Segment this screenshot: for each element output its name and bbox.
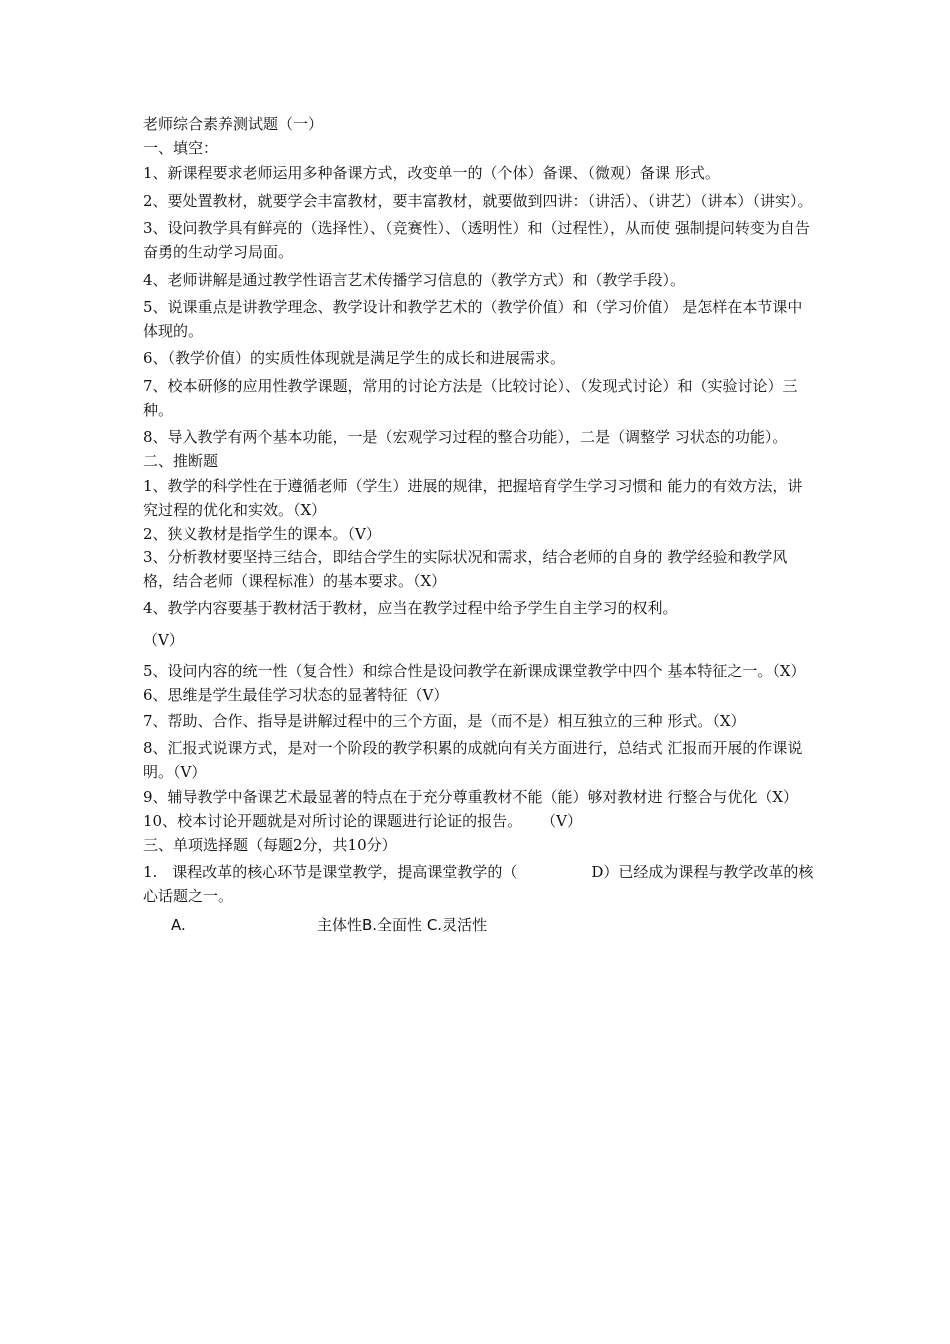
- section-heading-fill: 一、填空：: [143, 138, 219, 157]
- judge-item-2: 2、狭义教材是指学生的课本。（V）: [143, 524, 381, 543]
- fill-item-8: 8、导入教学有两个基本功能，一是（宏观学习过程的整合功能），二是（调整学 习状态的功能）。: [143, 428, 788, 447]
- choice-question-1-stem: 1. 课程改革的核心环节是课堂教学，提高课堂教学的（: [143, 863, 518, 882]
- judge-item-4-answer: （V）: [143, 630, 184, 649]
- document-body: [143, 113, 815, 938]
- fill-item-3: 3、设问教学具有鲜亮的（选择性）、（竞赛性）、（透明性）和（过程性），从而使 强制提问转变为自告奋勇的生动学习局面。: [143, 219, 810, 261]
- fill-item-1: 1、新课程要求老师运用多种备课方式，改变单一的（个体）备课、（微观）备课 形式。: [143, 164, 720, 183]
- fill-item-7: 7、校本研修的应用性教学课题，常用的讨论方法是（比较讨论）、（发现式讨论）和（实验讨论）三种。: [143, 376, 798, 419]
- judge-item-8: 8、汇报式说课方式，是对一个阶段的教学积累的成就向有关方面进行，总结式 汇报而开展的作课说明。（V）: [143, 739, 803, 781]
- judge-item-3: 3、分析教材要坚持三结合，即结合学生的实际状况和需求，结合老师的自身的 教学经验和教学风格，结合老师（课程标准）的基本要求。（X）: [143, 548, 788, 590]
- judge-item-9: 9、辅导教学中备课艺术最显著的特点在于充分尊重教材不能（能）够对教材进 行整合与优化（X）: [143, 788, 798, 807]
- fill-item-2: 2、要处置教材，就要学会丰富教材，要丰富教材，就要做到四讲：（讲活）、（讲艺）（讲本）（讲实）。: [143, 191, 813, 210]
- judge-item-5: 5、设问内容的统一性（复合性）和综合性是设问教学在新课成课堂教学中四个 基本特征之一。（X）: [143, 662, 806, 681]
- fill-item-6: 6、（教学价值）的实质性体现就是满足学生的成长和进展需求。: [143, 349, 566, 368]
- judge-item-7: 7、帮助、合作、指导是讲解过程中的三个方面，是（而不是）相互独立的三种 形式。（X）: [143, 711, 746, 730]
- choice-question-1-answer: D）已经成为课程与教学改革的核心话题之一。: [143, 863, 814, 905]
- judge-item-4: 4、教学内容要基于教材活于教材，应当在教学过程中给予学生自主学习的权利。: [143, 599, 678, 618]
- fill-item-5: 5、说课重点是讲教学理念、教学设计和教学艺术的（教学价值）和（学习价值） 是怎样在本节课中体现的。: [143, 298, 803, 340]
- judge-item-1: 1、教学的科学性在于遵循老师（学生）进展的规律，把握培育学生学习习惯和 能力的有效方法，讲究过程的优化和实效。（X）: [143, 477, 803, 519]
- option-text: 主体性B.全面性 C.灵活性: [317, 916, 488, 935]
- document-title: 老师综合素养测试题（一）: [143, 115, 324, 133]
- choice-question-1: [143, 861, 815, 908]
- judge-item-6: 6、思维是学生最佳学习状态的显著特征（V）: [143, 686, 449, 705]
- section-heading-judge: 二、推断题: [143, 451, 219, 470]
- fill-item-4: 4、老师讲解是通过教学性语言艺术传播学习信息的（教学方式）和（教学手段）。: [143, 270, 686, 289]
- judge-item-10: 10、校本讨论开题就是对所讨论的课题进行论证的报告。 （V）: [143, 812, 582, 831]
- option-a-label: A.: [171, 916, 186, 935]
- section-heading-choice: 三、单项选择题（每题2分，共10分）: [143, 835, 397, 854]
- choice-question-1-options: [143, 914, 815, 938]
